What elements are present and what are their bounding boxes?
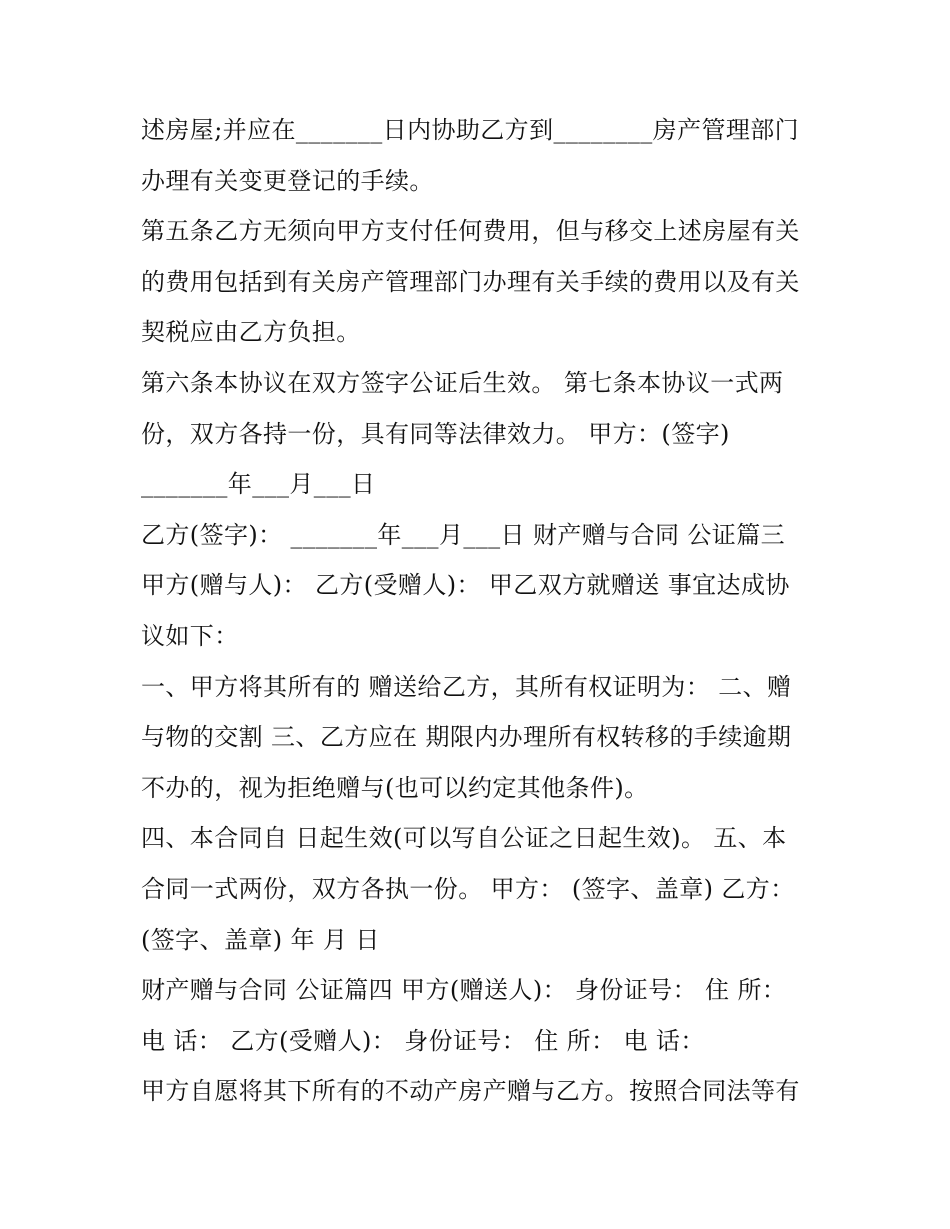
- text-line: (签字、盖章) 年 月 日: [141, 925, 380, 954]
- text-line: 办理有关变更登记的手续。: [141, 166, 434, 195]
- document-body: [141, 105, 821, 1117]
- text-line: 财产赠与合同 公证篇四 甲方(赠送人)： 身份证号： 住 所：: [141, 976, 787, 1005]
- text-line: 电 话： 乙方(受赠人)： 身份证号： 住 所： 电 话：: [141, 1026, 705, 1055]
- text-line: 契税应由乙方负担。: [141, 318, 361, 347]
- text-line: 一、甲方将其所有的 赠送给乙方，其所有权证明为： 二、赠: [141, 672, 792, 701]
- text-line: 甲方(赠与人)： 乙方(受赠人)： 甲乙双方就赠送 事宜达成协: [141, 571, 790, 600]
- text-line: 与物的交割 三、乙方应在 期限内办理所有权转移的手续逾期: [141, 723, 792, 752]
- text-line: 甲方自愿将其下所有的不动产房产赠与乙方。按照合同法等有: [141, 1077, 800, 1106]
- text-line: 四、本合同自 日起生效(可以写自公证之日起生效)。 五、本: [141, 824, 787, 853]
- text-line: 述房屋;并应在_______日内协助乙方到________房产管理部门: [141, 116, 800, 144]
- text-line: 不办的，视为拒绝赠与(也可以约定其他条件)。: [141, 773, 649, 802]
- text-line: 的费用包括到有关房产管理部门办理有关手续的费用以及有关: [141, 267, 800, 296]
- text-line: 第六条本协议在双方签字公证后生效。 第七条本协议一式两: [141, 368, 784, 397]
- text-line: 议如下：: [141, 621, 239, 650]
- text-line: 第五条乙方无须向甲方支付任何费用，但与移交上述房屋有关: [141, 217, 800, 246]
- text-line: 合同一式两份，双方各执一份。 甲方： (签字、盖章) 乙方：: [141, 874, 795, 903]
- text-line: 乙方(签字)： _______年___月___日 财产赠与合同 公证篇三: [141, 520, 786, 549]
- text-line: 份，双方各持一份，具有同等法律效力。 甲方：(签字): [141, 419, 730, 448]
- text-line: _______年___月___日: [141, 470, 376, 499]
